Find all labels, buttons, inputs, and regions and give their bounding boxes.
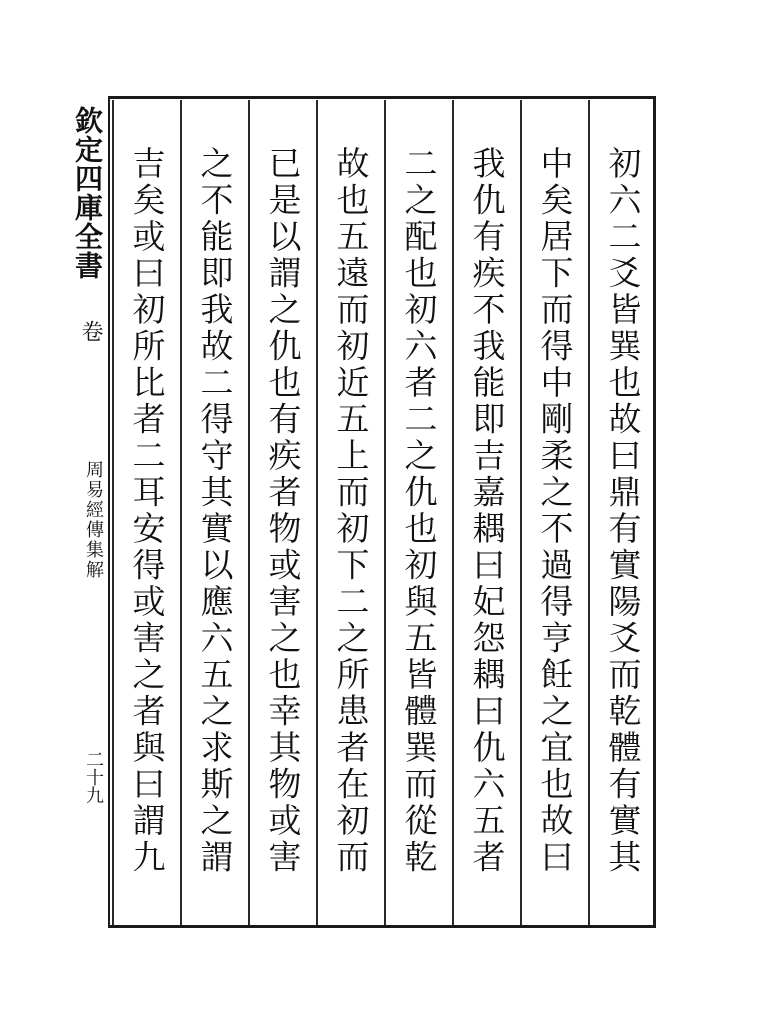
text-column-1: [588, 100, 656, 925]
text-column-6: [248, 100, 316, 925]
text-column-4: [384, 100, 452, 925]
column-text: 我仇有疾不我能即吉嘉耦曰妃怨耦曰仇六五者: [467, 146, 507, 876]
column-text: 二之配也初六者二之仇也初與五皆體巽而從乾: [399, 146, 439, 876]
book-title: 欽定四庫全書: [71, 106, 104, 280]
juan-label: 卷: [78, 320, 103, 342]
text-column-8: [112, 100, 180, 925]
text-column-7: [180, 100, 248, 925]
text-column-3: [452, 100, 520, 925]
column-text: 吉矣或曰初所比者二耳安得或害之者與曰謂九: [127, 146, 167, 876]
page-number: 二十九: [83, 750, 104, 804]
column-text: 初六二爻皆巽也故曰鼎有實陽爻而乾體有實其: [603, 146, 643, 876]
column-text: 中矣居下而得中剛柔之不過得亨飪之宜也故曰: [535, 146, 575, 876]
text-column-2: [520, 100, 588, 925]
work-title: 周易經傳集解: [83, 460, 104, 580]
column-text: 故也五遠而初近五上而初下二之所患者在初而: [331, 146, 371, 876]
column-text: 已是以謂之仇也有疾者物或害之也幸其物或害: [263, 146, 303, 876]
column-text: 之不能即我故二得守其實以應六五之求斯之謂: [195, 146, 235, 876]
text-column-5: [316, 100, 384, 925]
